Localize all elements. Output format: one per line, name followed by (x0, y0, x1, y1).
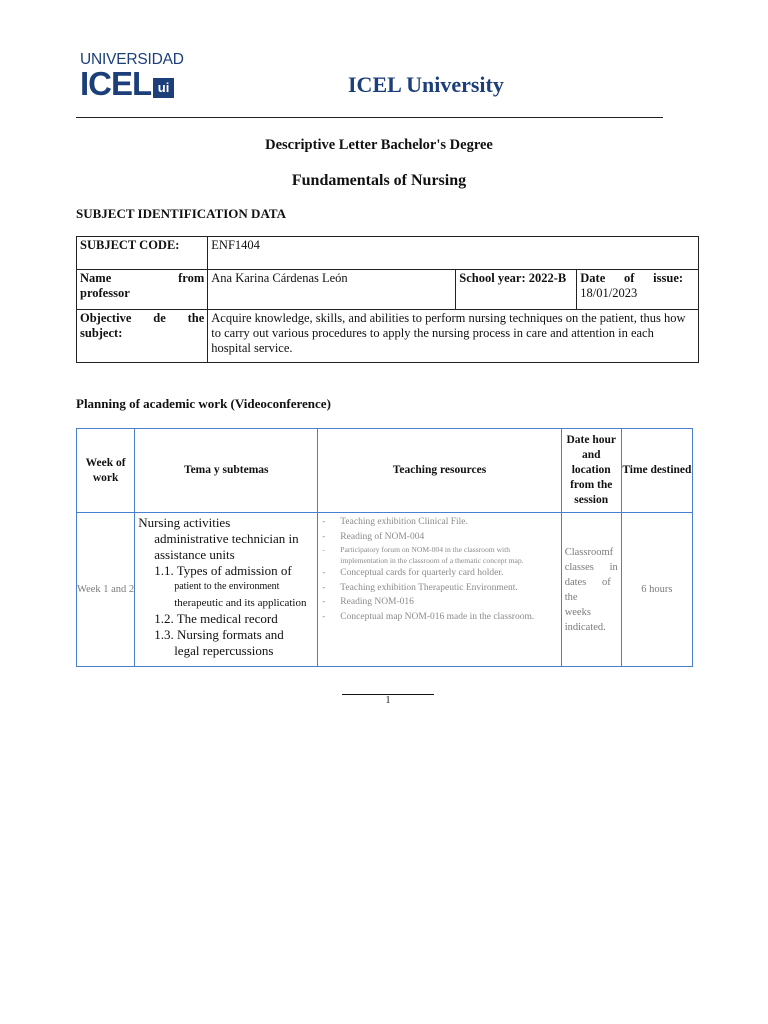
page-number: 1 (342, 688, 434, 706)
header-resources: Teaching resources (318, 429, 561, 513)
footer-line (342, 688, 434, 695)
time-cell: 6 hours (621, 513, 692, 667)
identification-table (76, 236, 699, 363)
planning-heading: Planning of academic work (Videoconference) (76, 396, 331, 411)
location-cell: Classroomf classes in dates of the weeks indicated. (561, 513, 621, 667)
header-week: Week of work (77, 429, 135, 513)
subject-code-label: SUBJECT CODE: (77, 237, 208, 270)
list-item: - Teaching exhibition Clinical File. (322, 517, 468, 527)
issue-date-value: 18/01/2023 (580, 286, 638, 300)
logo-main-text: ICEL (80, 65, 152, 102)
list-item: - Conceptual map NOM-016 made in the classroom. (322, 611, 535, 622)
header-location: Date hour and location from the session (561, 429, 621, 513)
topic-cell: Nursing activities administrative technician in assistance units 1.1. Types of admission of patient to the environment therapeutic and its application 1.2. The medical record 1.3. Nursing formats and legal repercussions (135, 513, 318, 667)
subject-title: Fundamentals of Nursing (291, 172, 467, 189)
identification-heading: SUBJECT IDENTIFICATION DATA (76, 206, 286, 221)
list-item: - Conceptual cards for quarterly card holder. (322, 568, 504, 579)
logo-top-text: UNIVERSIDAD (80, 51, 184, 68)
header-rule (76, 117, 663, 118)
issue-date-label: Date of issue: (580, 271, 684, 285)
list-item: implementation in the classroom of a thematic concept map. (340, 556, 524, 566)
professor-label: Name from professor (77, 270, 208, 310)
list-item: - Reading of NOM-004 (322, 531, 425, 542)
university-title: ICEL University (348, 72, 504, 97)
week-cell: Week 1 and 2 (77, 513, 135, 667)
objective-label: Objective de the subject: (77, 310, 208, 363)
resources-cell (318, 513, 561, 667)
university-logo (80, 51, 184, 102)
planning-table (76, 428, 693, 667)
subject-code-value: ENF1404 (208, 237, 699, 270)
header-time: Time destined (621, 429, 692, 513)
logo-badge: ui (153, 78, 174, 98)
list-item: - Teaching exhibition Therapeutic Environment. (322, 582, 518, 593)
professor-name: Ana Karina Cárdenas León (208, 270, 456, 310)
objective-text: Acquire knowledge, skills, and abilities to perform nursing techniques on the patient, thus how to carry out various procedures to apply the nursing process in care and attention in each hospital service. (208, 310, 699, 363)
list-item: - Reading NOM-016 (322, 597, 414, 608)
issue-date-cell (577, 270, 699, 310)
header-topic: Tema y subtemas (135, 429, 318, 513)
school-year: School year: 2022-B (456, 270, 577, 310)
list-item: - Participatory forum on NOM-004 in the classroom with (322, 545, 511, 555)
document-title: Descriptive Letter Bachelor's Degree (265, 137, 493, 153)
